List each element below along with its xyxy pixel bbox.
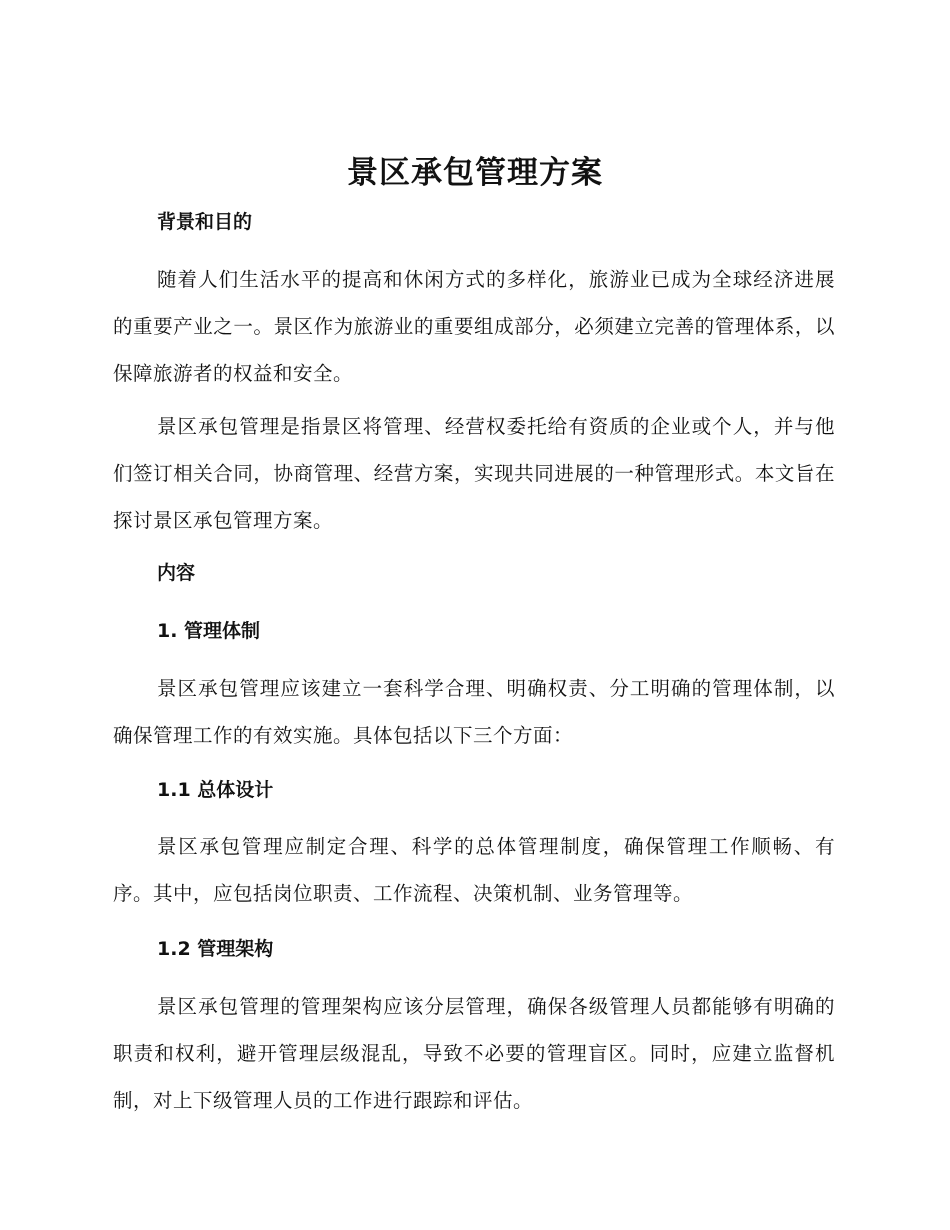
section-heading-background: 背景和目的: [157, 211, 253, 233]
section-heading-management-system: 1. 管理体制: [157, 620, 261, 642]
section-heading-management-structure: 1.2 管理架构: [157, 938, 274, 960]
paragraph-overall-design: 景区承包管理应制定合理、科学的总体管理制度，确保管理工作顺畅、有序。其中，应包括岗位职责、工作流程、决策机制、业务管理等。: [113, 835, 835, 905]
document-title: 景区承包管理方案: [347, 155, 603, 191]
section-heading-content: 内容: [157, 562, 196, 584]
paragraph-management-structure: 景区承包管理的管理架构应该分层管理，确保各级管理人员都能够有明确的职责和权利，避开管理层级混乱，导致不必要的管理盲区。同时，应建立监督机制，对上下级管理人员的工作进行跟踪和评估。: [113, 995, 835, 1112]
paragraph-background-2: 景区承包管理是指景区将管理、经营权委托给有资质的企业或个人，并与他们签订相关合同，协商管理、经营方案，实现共同进展的一种管理形式。本文旨在探讨景区承包管理方案。: [113, 415, 835, 532]
paragraph-management-system: 景区承包管理应该建立一套科学合理、明确权责、分工明确的管理体制，以确保管理工作的有效实施。具体包括以下三个方面：: [113, 677, 835, 747]
section-heading-overall-design: 1.1 总体设计: [157, 779, 274, 801]
paragraph-background-1: 随着人们生活水平的提高和休闲方式的多样化，旅游业已成为全球经济进展的重要产业之一。景区作为旅游业的重要组成部分，必须建立完善的管理体系，以保障旅游者的权益和安全。: [113, 268, 835, 385]
